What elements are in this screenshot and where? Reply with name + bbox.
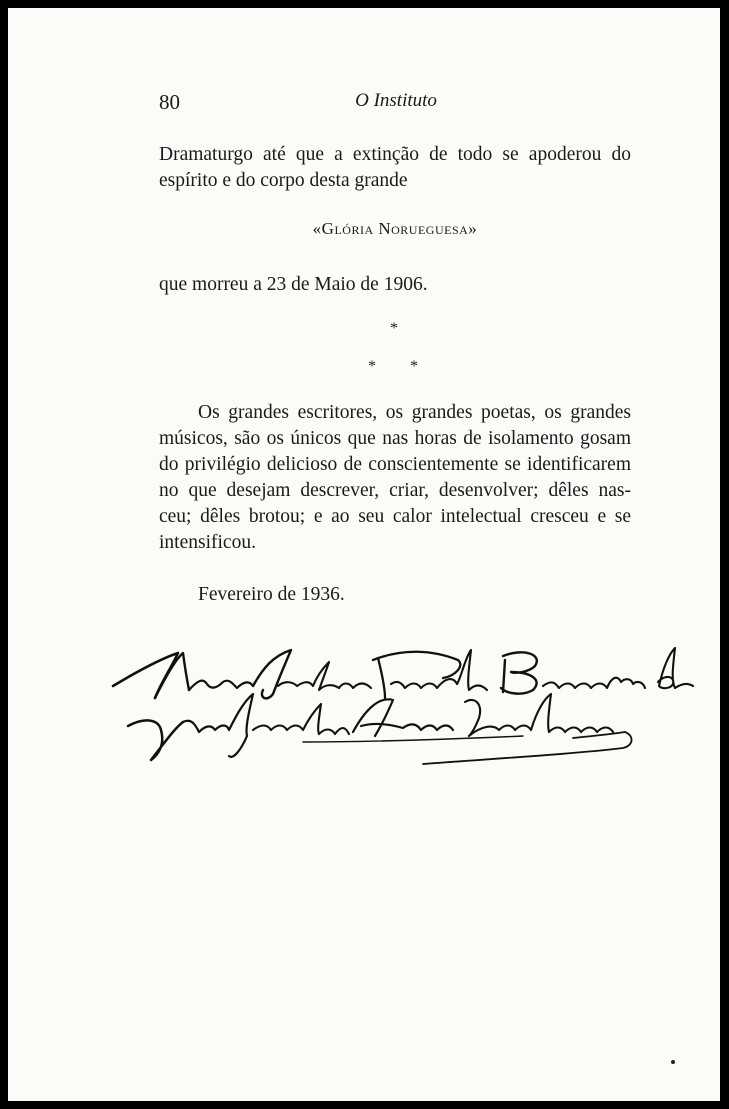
page-header [8,90,720,120]
page-speck [671,1060,675,1064]
death-date-line: que morreu a 23 de Maio de 1906. [159,274,428,295]
title-quote: «Glória Norueguesa» [312,219,478,238]
date-line: Fevereiro de 1936. [198,584,345,605]
asterism-top: * [390,320,398,337]
page-number: 80 [159,90,180,114]
running-title: O Instituto [355,90,437,111]
paragraph-1-line-2: espírito e do corpo desta grande [159,170,408,191]
paragraph-2-line-6: intensificou. [159,532,256,553]
document-page [8,8,720,1101]
paragraph-2-line-3: do privilégio delicioso de conscientemente se identificarem [159,454,631,475]
asterism-left: * [368,358,376,375]
paragraph-2-line-2: músicos, são os únicos que nas horas de isolamento gosam [159,428,631,449]
paragraph-2-line-1: Os grandes escritores, os grandes poetas, os grandes [198,402,631,423]
paragraph-1-line-1: Dramaturgo até que a extinção de todo se apoderou do [159,144,631,165]
paragraph-2-line-4: no que desejam descrever, criar, desenvolver; dêles nas- [159,480,631,501]
paragraph-2-line-5: ceu; dêles brotou; e ao seu calor intelectual cresceu e se [159,506,631,527]
asterism-right: * [410,358,418,375]
handwritten-signature [103,638,703,778]
